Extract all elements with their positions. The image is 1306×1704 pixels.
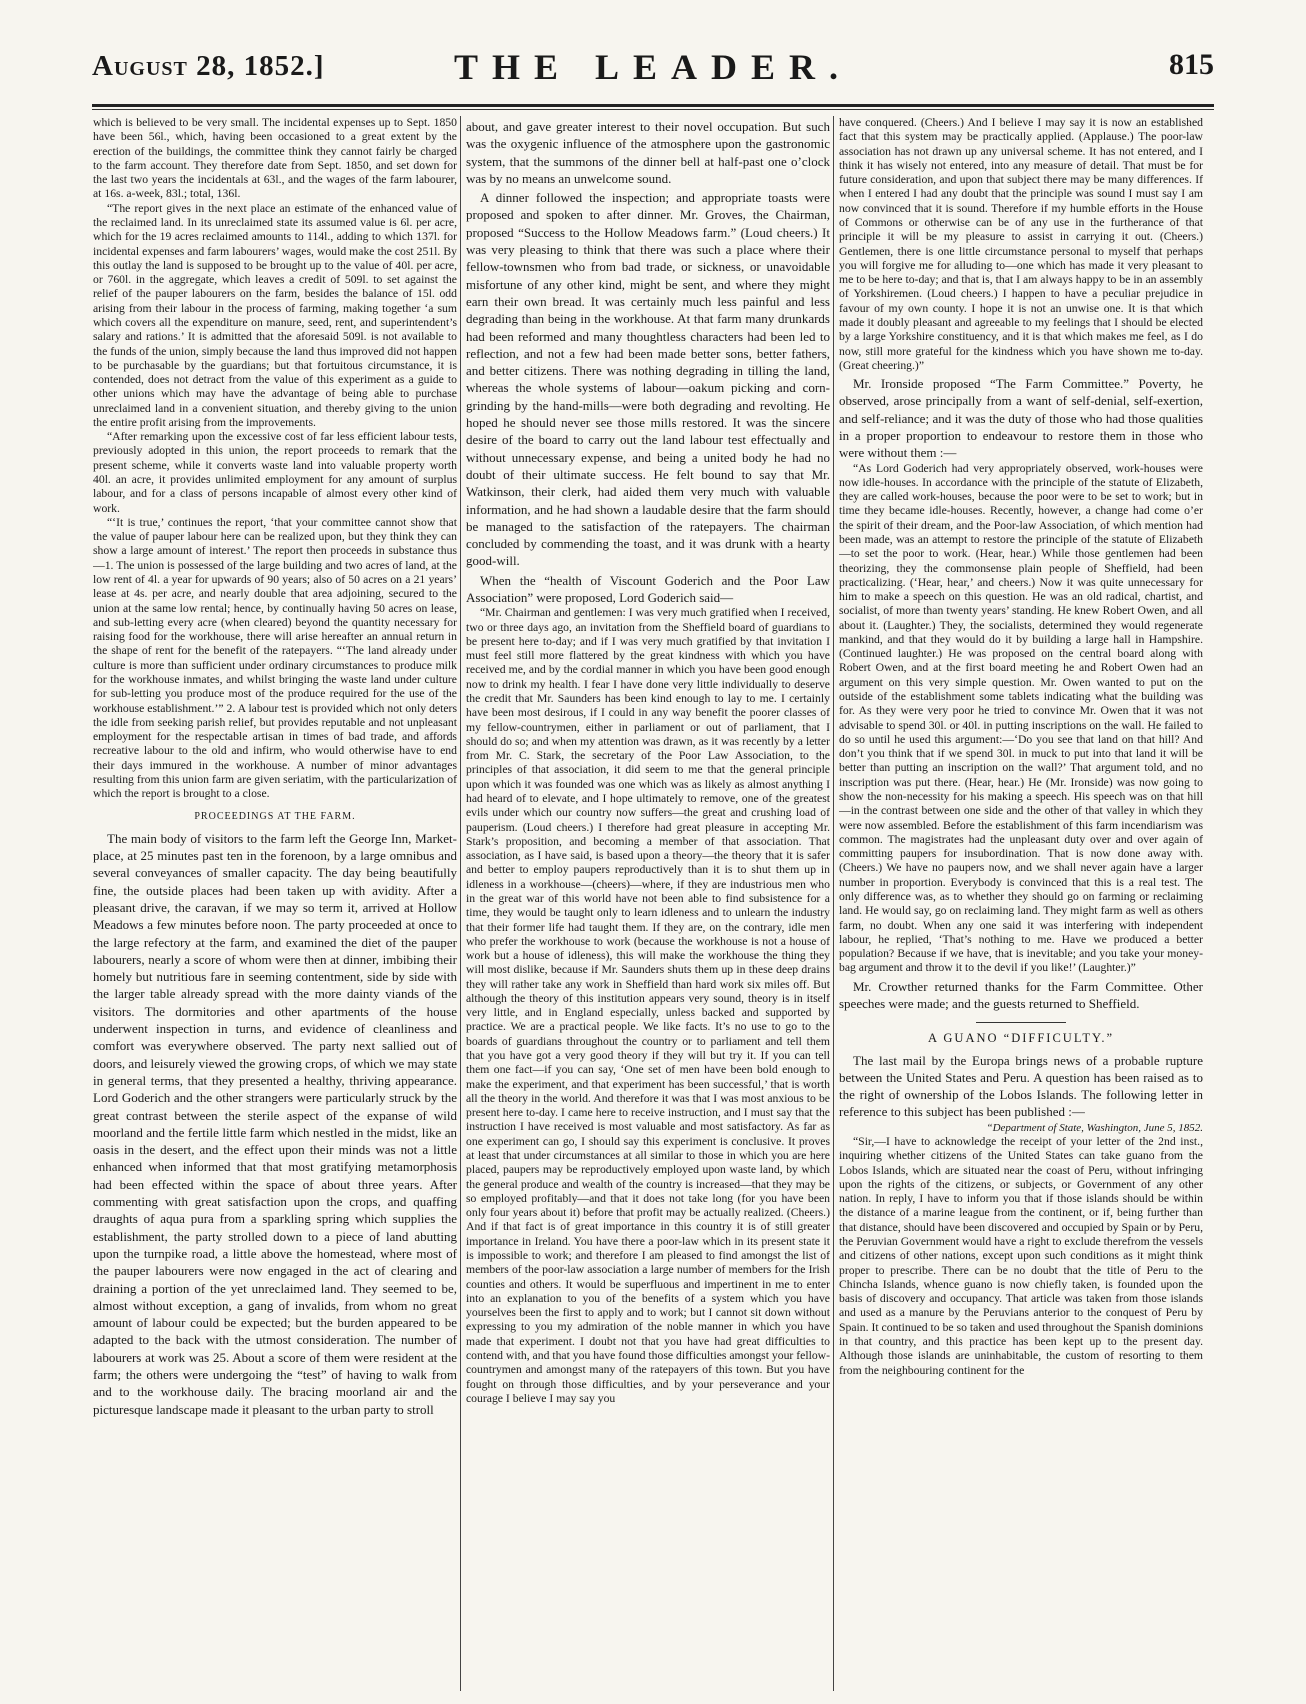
page-number: 815 — [1169, 48, 1214, 81]
section-rule — [976, 1022, 1066, 1023]
paragraph: “After remarking upon the excessive cost of far less efficient labour tests, previously adopted in this union, the report proceeds to remark that the present scheme, while it converts waste land into valuable property worth 40l. an acre, it provides unlimited employment for any amount of surplus labour, and for a class of persons incapable of almost every other kind of work. — [93, 430, 457, 515]
section-heading: A GUANO “DIFFICULTY.” — [927, 1031, 1115, 1046]
column-1 — [93, 116, 457, 1691]
masthead-rule-thick — [92, 104, 1214, 107]
speech-paragraph: “As Lord Goderich had very appropriately observed, work-houses were now idle-houses. In accordance with the principle of the statute of Elizabeth, they are called work-houses, because the poor were to be set to work; but in time they became idle-houses. Recently, however, a change had come o’er the spirit of their dream, and the Poor-law Association, of which mention had been made, was an attempt to restore the principle of the statute of Elizabeth—to set the poor to work. (Hear, hear.) While those gentlemen had been theorizing, they the commonsense plain people of Sheffield, had been practicalizing. (‘Hear, hear,’ and cheers.) Now it was quite unnecessary for him to make a speech on this question. He was an old radical, chartist, and socialist, of more than twenty years’ standing. He knew Robert Owen, and all about it. (Laughter.) They, the socialists, determined they would regenerate mankind, and that they would do it by building a large hall in Hampshire. (Continued laughter.) He was proposed on the central board along with Robert Owen, and at the first board meeting he and Robert Owen had an argument on this very simple question. Mr. Owen wanted to put on the outside of the establishment some tablets indicating what the building was for. As they were very poor he tried to convince Mr. Owen that it was not advisable to spend 30l. or 40l. in putting inscriptions on the wall. He failed to do so until he used this argument:—‘Do you see that land on that hill? And don’t you think that if we spend 30l. in muck to put into that land it will be better than putting an inscription on the wall?’ That argument told, and no inscription was put there. (Hear, hear.) He (Mr. Ironside) was now going to show the non-necessity for his making a speech. His speech was on that hill—in the contrast between one side and the other of that valley in which they were now assembled. Before the establishment of this farm incendiarism was common. The magistrates had the unpleasant duty over and over again of committing paupers for insubordination. That is now done away with. (Cheers.) We have no paupers now, and we shall never again have a larger number in proportion. Everybody is convinced that this is a real test. The only difference was, as to whether they should go on farming or reclaiming land. He would say, go on reclaiming land. They might farm as well as others farm, no doubt. When any one said it was interfering with independent labour, he replied, ‘That’s nothing to me. Have we produced a better population? Because if we have, that is inevitable; and you take your money-bag argument and throw it to the devil if you like!’ (Laughter.)” — [839, 461, 1203, 975]
paragraph: about, and gave greater interest to their novel occupation. But such was the oxygenic influence of the atmosphere upon the gastronomic system, that the summons of the dinner bell at half-past one o’clock was by no means an unwelcome sound. — [466, 119, 830, 186]
paragraph: have conquered. (Cheers.) And I believe I may say it is now an established fact that this system may be practically applied. (Applause.) The poor-law association has not drawn up any universal scheme. It has not entered, and I think it has wisely not entered, into any measure of detail. That must be for future consideration, and upon that subject there may be many differences. If when I entered I had any doubt that the principle was sound I must say I am now convinced that it is sound. Therefore if my humble efforts in the House of Commons or otherwise can be of any use in the furtherance of that principle it will be my pleasure to assist in carrying it out. (Cheers.) Gentlemen, there is one little circumstance personal to myself that perhaps you will forgive me for alluding to—one which has made it very pleasant to me to be here to-day; and that is, that I am always happy to be in an assembly of Yorkshiremen. (Loud cheers.) I happen to have a peculiar prejudice in favour of my own county. I hope it is not an unwise one. It is that which made it doubly pleasant and agreeable to my feelings that I should be elected by a large Yorkshire constituency, and it is that which makes me feel, as I do now, still more grateful for the kindness which you have shown me to-day. (Great cheering.)” — [839, 116, 1203, 372]
issue-date: August 28, 1852.] — [92, 50, 325, 82]
paragraph: Mr. Ironside proposed “The Farm Committee.” Poverty, he observed, arose principally from a want of self-denial, self-exertion, and self-reliance; and it was the duty of those who had those qualities in a proper proportion to endeavour to restore them in those who were without them :— — [839, 376, 1203, 461]
column-3 — [839, 116, 1203, 1691]
paragraph: When the “health of Viscount Goderich and the Poor Law Association” were proposed, Lord Goderich said— — [466, 572, 830, 606]
paragraph: The last mail by the Europa brings news of a probable rupture between the United States and Peru. A question has been raised as to the right of ownership of the Lobos Islands. The following letter in reference to this subject has been published :— — [839, 1052, 1203, 1120]
newspaper-title: THE LEADER. — [453, 47, 853, 87]
column-2 — [466, 116, 830, 1691]
masthead — [92, 42, 1214, 102]
paragraph: A dinner followed the inspection; and appropriate toasts were proposed and spoken to after dinner. Mr. Groves, the Chairman, proposed “Success to the Hollow Meadows farm.” (Loud cheers.) It was very pleasing to think that there was such a place where their fellow-townsmen who from bad trade, or sickness, or unavoidable misfortune of any other kind, might be sent, and where they might earn their own bread. It was certainly much less painful and less degrading than being in the workhouse. At that farm many drunkards had been reformed and many thoughtless characters had been led to reflection, and not a few had been made better sons, better fathers, and better citizens. There was nothing degrading in tilling the land, whereas the whole systems of labour—oakum picking and corn-grinding by the hand-mills—were both degrading and revolting. He hoped he should never see those mills restored. It was the sincere desire of the board to carry out the land labour test effectually and without unnecessary expense, and being a united body he had no doubt of their ultimate success. He felt bound to say that Mr. Watkinson, their clerk, had aided them very much with valuable information, and he had shown a laudable desire that the farm should be managed to the satisfaction of the ratepayers. The chairman concluded by commending the toast, and it was drunk with a hearty good-will. — [466, 190, 830, 569]
letter-dateline: “Department of State, Washington, June 5, 1852. — [986, 1121, 1203, 1134]
column-divider — [833, 116, 834, 1691]
paragraph: Mr. Crowther returned thanks for the Farm Committee. Other speeches were made; and the guests returned to Sheffield. — [839, 978, 1203, 1011]
letter-paragraph: “Sir,—I have to acknowledge the receipt of your letter of the 2nd inst., inquiring whether citizens of the United States can take guano from the Lobos Islands, which are situated near the coast of Peru, without infringing upon the rights of the citizens, or subjects, or Government of any other nation. In reply, I have to inform you that if those islands should be within the distance of a marine league from the continent, or if, being further than that distance, should have been discovered and occupied by Spain or by Peru, the Peruvian Government would have a right to exclude therefrom the vessels and citizens of other nations, except upon such conditions as it might think proper to prescribe. There can be no doubt that the title of Peru to the Chincha Islands, whence guano is now chiefly taken, is founded upon the basis of discovery and occupancy. That article was taken from those islands and used as a manure by the Peruvians anterior to the conquest of Peru by Spain. It continued to be so taken and used throughout the Spanish dominions in that country, and this practice has been kept up to the present day. Although those islands are uninhabitable, the custom of resorting to them from the neighbouring continent for the — [839, 1135, 1203, 1377]
paragraph: “‘It is true,’ continues the report, ‘that your committee cannot show that the value of pauper labour here can be realized upon, but they think they can show a large amount of interest.’ The report then proceeds in substance thus—1. The union is possessed of the large building and two acres of land, at the low rent of 4l. a year for upwards of 90 years; also of 50 acres on a 21 years’ lease at 4s. per acre, and nearly double that area adjoining, secured to the union at the same low rental; hence, by continually having 50 acres on lease, and sub-letting every acre (when cleared) beyond the quantity necessary for raising food for the workhouse, there will arise hereafter an annual return in the shape of rent for the benefit of the ratepayers. “‘The land already under culture is more than sufficient under ordinary circumstances to produce milk for the workhouse inmates, and whilst bringing the waste land under culture for sub-letting you produce most of the produce required for the use of the workhouse establishment.’” 2. A labour test is provided which not only deters the idle from seeking parish relief, but provides reputable and not unpleasant employment for the respectable artisan in times of bad trade, and affords recreative labour to the old and infirm, who would otherwise have to end their days immured in the workhouse. A number of minor advantages resulting from this union farm are given seriatim, with the particularization of which the report is brought to a close. — [93, 515, 457, 801]
section-heading: PROCEEDINGS AT THE FARM. — [194, 810, 356, 822]
masthead-rule-thin — [92, 109, 1214, 110]
paragraph: which is believed to be very small. The incidental expenses up to Sept. 1850 have been 56l., which, having been occasioned to a great extent by the erection of the buildings, the committee think they cannot fairly be charged to the farm account. They therefore date from Sept. 1850, and set down for the last two years the incidentals at 63l., and the wages of the farm labourer, at 16s. a-week, 83l.; total, 136l. — [93, 116, 457, 201]
paragraph: The main body of visitors to the farm left the George Inn, Market-place, at 25 minutes past ten in the forenoon, by a large omnibus and several conveyances of smaller capacity. The day being beautifully fine, the outside places had been taken up with avidity. After a pleasant drive, the caravan, if we may so term it, arrived at Hollow Meadows a few minutes before noon. The party proceeded at once to the large refectory at the farm, and examined the diet of the pauper labourers, nearly a score of whom were then at dinner, imbibing their homely but nutritious fare in seeming contentment, side by side with the larger table already spread with the more dainty viands of the visitors. The dormitories and other apartments of the house underwent inspection in turns, and evidence of cleanliness and comfort was everywhere observed. The party next sallied out of doors, and leisurely viewed the growing crops, of which we may state in general terms, that they presented a healthy, thriving appearance. Lord Goderich and the other strangers were particularly struck by the great contrast between the sterile aspect of the expanse of wild moorland and the fertile little farm which nestled in the midst, like an oasis in the desert, and the effect upon their minds was not a little enhanced when informed that that most gratifying metamorphosis had been effected within the space of about three years. After commenting with great satisfaction upon the crops, and quaffing draughts of aqua pura from a sparkling spring which supplies the establishment, the party strolled down to a piece of land abutting upon the turnpike road, a little above the homestead, where most of the pauper labourers were now engaged in the act of clearing and draining a portion of the yet unreclaimed land. They seemed to be, almost without exception, a gang of invalids, from whom no great amount of labour could be expected; but the burden appeared to be adapted to the back with the utmost consideration. The number of labourers at work was 25. About a score of them were resident at the farm; the others were undergoing the “test” of having to walk from and to the workhouse daily. The bracing moorland air and the picturesque landscape made it pleasant to the urban party to stroll — [93, 830, 457, 1417]
paragraph: “The report gives in the next place an estimate of the enhanced value of the reclaimed land. In its unreclaimed state its assumed value is 6l. per acre, which for the 19 acres reclaimed amounts to 114l., adding to which 137l. for incidental expenses and farm labourers’ wages, would make the cost 251l. By this outlay the land is supposed to be brought up to the value of 40l. per acre, or 760l. in the aggregate, which leaves a credit of 509l. to set against the relief of the pauper labourers on the farm, besides the balance of 15l. odd arising from their labour in the process of farming, making together ‘a sum which covers all the expenditure on manure, seed, rent, and superintendent’s salary and rations.’ It is admitted that the aforesaid 509l. is not available to the funds of the union, simply because the land thus improved did not happen to be purchasable by the guardians; but that fortuitous circumstance, it is contended, does not detract from the value of this experiment as a guide to other unions which may have the advantage of being able to purchase unreclaimed land in a convenient situation, and thereby giving to the union the entire profit arising from the improvements. — [93, 201, 457, 429]
speech-paragraph: “Mr. Chairman and gentlemen: I was very much gratified when I received, two or three days ago, an invitation from the Sheffield board of guardians to be present here to-day; and if I was very much gratified by that invitation I must feel still more flattered by the great kindness with which you have received me, and by the cordial manner in which you have been good enough now to drink my health. I fear I have done very little individually to deserve the credit that Mr. Saunders has been kind enough to lay to me. I certainly have been most desirous, if I could in any way benefit the poorer classes of my fellow-countrymen, either in parliament or out of parliament, that I should do so; and when my attention was drawn, as it was recently by a letter from Mr. C. Stark, the secretary of the Poor Law Association, to the principles of that association, it did seem to me that the general principle upon which it was founded was one which was as likely as almost anything I had heard of to elevate, and I hope ultimately to remove, one of the greatest evils under which our country now suffers—the great and crushing load of pauperism. (Loud cheers.) I therefore had great pleasure in accepting Mr. Stark’s proposition, and becoming a member of that association. That association, as I have said, is based upon a theory—the theory that it is safer and better to employ paupers reproductively than it is to shut them up in idleness in a workhouse—(cheers)—where, if they are industrious men who in the great war of this world have not been able to find subsistence for a time, they would be taught only to learn idleness and to unlearn the industry that their former life had taught them. If they are, on the contrary, idle men who prefer the workhouse to work (because the workhouse is not a house of work but a house of idleness), this will make the workhouse the thing they will most dislike, because if Mr. Saunders shuts them up in these deep drains they will rather take any work in Sheffield than hard work six miles off. But although the theory of this institution appears very sound, theory is in itself very little, and in England especially, unless backed and supported by practice. We are a practical people. We like facts. It’s no use to go to the boards of guardians throughout the country or to parliament and tell them that you have got a very good theory if they will but try it. If you can tell them one fact—if you can say, ‘One set of men have been bold enough to make the experiment, and that experiment has been successful,’ that is worth all the theory in the world. And therefore it was that I was most anxious to be present here to-day. I came here to receive instruction, and I must say that the instruction I have received is most valuable and most satisfactory. As far as one experiment can go, I should say this experiment is conclusive. It proves at least that under circumstances at all similar to those in which you are here placed, paupers may be reproductively employed upon waste land, by which the general produce and wealth of the country is increased—that they may be so employed profitably—and that it does not take long (for you have been only four years about it) before that profit may be actually realized. (Cheers.) And if that fact is of great importance in this country it is of still greater importance in Ireland. You have there a poor-law which in its present state it is impossible to work; and therefore I am pleased to find amongst the list of members of the poor-law association a large number of members for the Irish counties and others. It would be superfluous and impertinent in me to enter into an explanation to you of the benefits of a system which you have yourselves been the first to apply and to work; but I cannot sit down without expressing to you my admiration of the noble manner in which you have made that experiment. I doubt not that you have had great difficulties to contend with, and that you have found those difficulties amongst your fellow-countrymen and amongst many of the ratepayers of this town. But you have fought on through those difficulties, and by your perseverance and your courage I believe I may say you — [466, 606, 830, 1405]
column-divider — [460, 116, 461, 1691]
